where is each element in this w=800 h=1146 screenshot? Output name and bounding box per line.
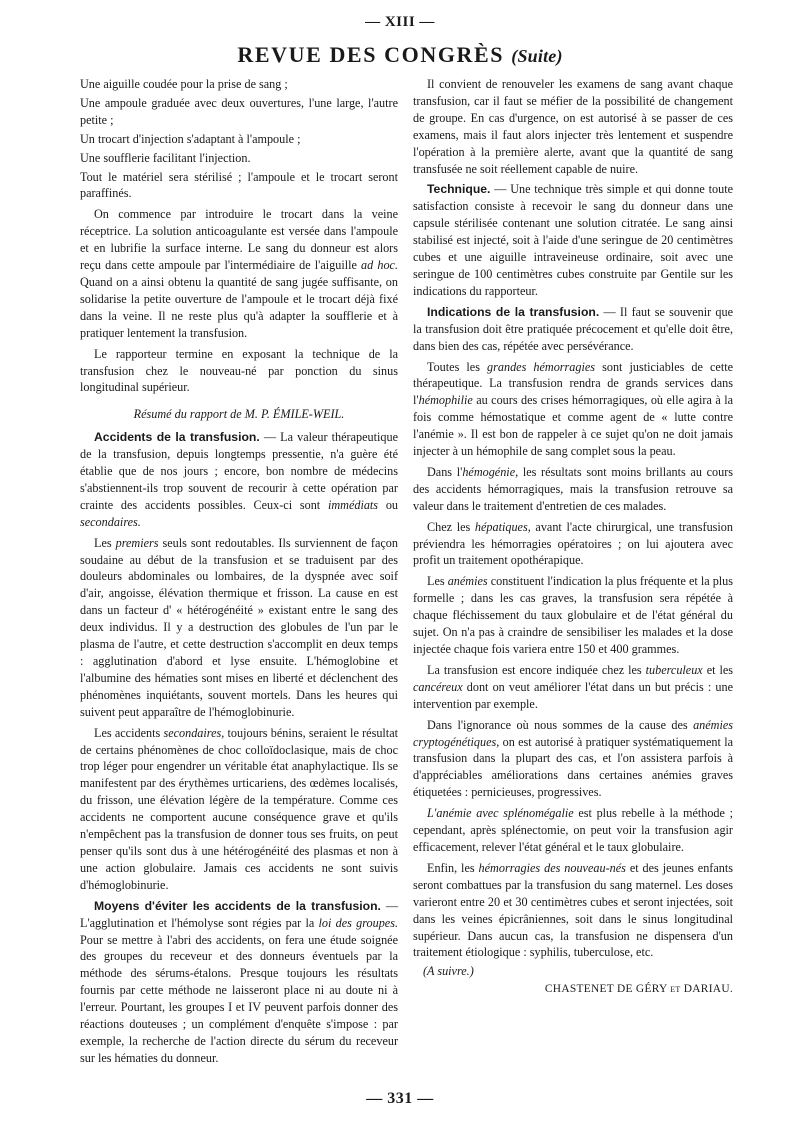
italic-text: hémogénie, [462,464,519,479]
text: sont justiciables de cette thérapeutique. La transfusion rendra de grands services dans l' [413,359,734,408]
text: on est autorisé à pratiquer systématiquement la transfusion dans la plupart des cas, et l'on assistera parfois à d'appréciables améliorations dans certaines anémies graves étiquetées : pernicieuses, progressives. [413,734,733,800]
paragraph [80,206,398,341]
text: et les [706,662,733,677]
paragraph [413,662,733,713]
text: au cours des crises hémorragiques, où elle agira à la fois comme hémostatique et comme agent de « lutte contre l'anémie ». Il est bon de rappeler à ce sujet qu'on ne doit jamais injecter à un hémophile de sang complet sous la peau. [413,393,733,459]
text: constituent l'indication la plus fréquente et la plus formelle ; dans les cas graves, la transfusion sera répétée à chaque fléchissement du taux globulaire et de l'état général du sujet. On n'a pas à craindre de sensibiliser les malades et la dose injectée chaque fois variera entre 150 et 400 grammes. [413,574,734,656]
text: est plus rebelle à la méthode ; cependant, après splénectomie, on peut voir la transfusion agir efficacement, relever l'état général et le taux globulaire. [413,806,733,854]
italic-text: hépatiques, [474,519,531,534]
paragraph [80,725,398,894]
text: dont on veut améliorer l'état dans un but précis : une intervention par exemple. [413,679,734,711]
text: — La valeur thérapeutique de la transfusion, depuis longtemps pressentie, n'a guère été établie que de nos jours ; encore, bon nombre de médecins s'abstiennent-ils trop souvent de recourir à cette opération par crainte des accidents possibles. Ceux-ci sont [80,430,398,512]
section-heading: Accidents de la transfusion. [94,430,260,445]
italic-text: immédiats [327,497,379,512]
paragraph [413,717,733,802]
italic-text: tuberculeux [645,662,703,677]
italic-text: anémies [447,574,488,589]
italic-text: anémies cryptogénétiques, [413,717,733,749]
text: seuls sont redoutables. Ils surviennent de façon soudaine au début de la transfusion et se traduisent par des douleurs abdominales ou lombaires, de la dyspnée avec soif d'air, angoisse, élévation thermique et frisson. La cause en est dans un facteur d' « hétérogénéité » existant entre le sang des deux individus. Il y a destruction des globules de l'un par le plasma de l'autre, et cette destruction s'accomplit en deux temps : agglutination d'abord et lyse ensuite. L'hémoglobine et l'albumine des hématies sont mises en liberté et déclenchent des phénomènes inquiétants, souvent mortels. Dans les heures qui suivent peut apparaître de l'hémoglobinurie. [80,535,398,719]
italic-text: premiers [115,535,159,550]
italic-text: loi des groupes. [318,915,398,930]
text: Pour se mettre à l'abri des accidents, on fera une étude soignée des groupes du receveur et des donneurs éventuels par la méthode des sérums-étalons. Presque toujours les résultats fournis par cette méthode ne laisseront place ni au doute ni à l'erreur. Pourtant, les groupes I et IV peuvent parfois donner des réactions douteuses ; un complément d'enquête s'impose : par exemple, la recherche de l'action directe du sérum du receveur sur les hématies du donneur. [80,932,398,1065]
text: — Une technique très simple et qui donne toute satisfaction consiste à recevoir le sang du donneur dans une capsule stérilisée contenant une solution citratée. Le sang ainsi stabilisé est injecté, soit à l'aide d'une seringue de 20 centimètres cubes et une aiguille intraveineuse ordinaire, soit avec une seringue de 100 centimètres cubes construite par Gentile sur les indications du rapporteur. [413,182,733,298]
author-signature: CHASTENET DE GÉRY et DARIAU. [544,983,733,996]
text: Les [427,574,445,589]
text: Chez les [427,519,471,534]
italic-text: cancéreux [413,679,463,694]
paragraph [413,860,733,961]
italic-text: secondaires. [80,514,141,529]
text: — L'agglutination et l'hémolyse sont régies par la [80,898,398,930]
to-be-continued: (A suivre.) [423,964,474,979]
page-title [0,42,800,68]
left-column [80,76,398,1069]
italic-text: L'anémie avec splénomégalie [427,806,574,821]
paragraph: Il convient de renouveler les examens de sang avant chaque transfusion, car il faut se méfier de la possibilité de changement de groupe. En cas d'urgence, on est autorisé à se passer de ces examens, mais il faut alors injecter très lentement et suspendre l'opération à la première alerte, avant que la quantité de sang transfusée ne soit réellement capable de nuire. [413,77,733,176]
section-heading: Indications de la transfusion. [427,304,600,319]
section-title: REVUE DES CONGRÈS [237,42,505,67]
report-summary-heading: Résumé du rapport de M. P. ÉMILE-WEIL. [133,407,345,422]
italic-text: grandes hémorragies [487,359,596,374]
italic-text: ad hoc. [361,258,398,273]
paragraph: Une soufflerie facilitant l'injection. [80,150,251,165]
page-roman-numeral: — XIII — [365,14,435,30]
paragraph [413,304,733,355]
text: Les accidents [94,725,161,740]
paragraph [80,898,398,1067]
paragraph: Un trocart d'injection s'adaptant à l'ampoule ; [80,131,301,146]
text: La transfusion est encore indiquée chez les [427,662,642,677]
paragraph: Une aiguille coudée pour la prise de sang ; [80,77,288,91]
right-column [413,76,733,999]
paragraph [413,181,733,299]
paragraph [413,805,733,856]
paragraph [413,464,733,515]
text: Quand on a ainsi obtenu la quantité de sang jugée suffisante, on solidarise la petite ouverture de l'ampoule et le trocart déjà fixé dans la veine. Il ne reste plus qu'à adapter la soufflerie et à pratiquer lentement la transfusion. [80,274,398,340]
paragraph [413,573,733,658]
text: toujours bénins, seraient le résultat de certains phénomènes de choc colloïdoclasique, mais de choc trop léger pour engendrer un véritable état anaphylactique. Ils se manifestent par des érythèmes urticariens, des œdèmes localisés, du frisson, une élévation légère de la température. Comme ces accidents ne comportent aucune conséquence grave et qu'ils n'empêchent pas la transfusion de donner tous ses fruits, on peut penser qu'ils sont dus à une hétérogénéité des plasmas et non à une action globulaire. Jamais ces accidents ne sont suivis d'hémoglobinurie. [80,725,398,892]
section-heading: Moyens d'éviter les accidents de la transfusion. [94,898,381,913]
text: Enfin, les [427,860,475,875]
closing-row [413,963,733,999]
section-heading: Technique. [427,182,491,197]
italic-text: secondaires, [163,725,225,740]
text: ou [385,497,399,512]
text: Dans l' [427,464,463,479]
page-number: — 331 — [366,1090,434,1107]
text: les résultats sont moins brillants au cours des accidents hémorragiques, mais la transfusion retrouve sa valeur dans le traitement d'entretien de ces malades. [413,464,733,513]
paragraph [80,535,398,721]
paragraph: Tout le matériel sera stérilisé ; l'ampoule et le trocart seront paraffinés. [80,169,398,201]
italic-text: hémophilie [418,393,473,408]
italic-text: hémorragies des nouveau-nés [478,860,626,875]
text: avant l'acte chirurgical, une transfusion préviendra les hémorragies opératoires ; on lui ajoutera avec profit un traitement opothérapique. [413,519,733,568]
paragraph: Une ampoule graduée avec deux ouvertures, l'une large, l'autre petite ; [80,95,398,127]
text: Dans l'ignorance où nous sommes de la cause des [427,717,688,732]
text: On commence par introduire le trocart dans la veine réceptrice. La solution anticoagulante est versée dans l'ampoule et en lubrifie la surface interne. Le sang du donneur est alors reçu dans cette ampoule par l'intermédiaire de l'aiguille [80,207,398,273]
text: Toutes les [427,359,480,374]
title-suffix: (Suite) [511,46,563,66]
text: — Il faut se souvenir que la transfusion doit être pratiquée précocement et qu'elle doit être, dans bien des cas, répétée avec persévérance. [413,304,733,353]
paragraph [413,359,733,460]
text: et des jeunes enfants seront combattues par la transfusion du sang maternel. Les doses varieront entre 20 et 30 centimètres cubes et seront injectées, soit dans les veines épicrâniennes, soit dans le sinus longitudinal supérieur. Dans aucun cas, la transfusion ne dispensera d'un traitement étiologique : syphilis, tuberculose, etc. [413,860,733,960]
paragraph [80,429,398,530]
text: Les [94,535,112,550]
paragraph [413,519,733,570]
paragraph: Le rapporteur termine en exposant la technique de la transfusion chez le nouveau-né par ponction du sinus longitudinal supérieur. [80,346,398,395]
